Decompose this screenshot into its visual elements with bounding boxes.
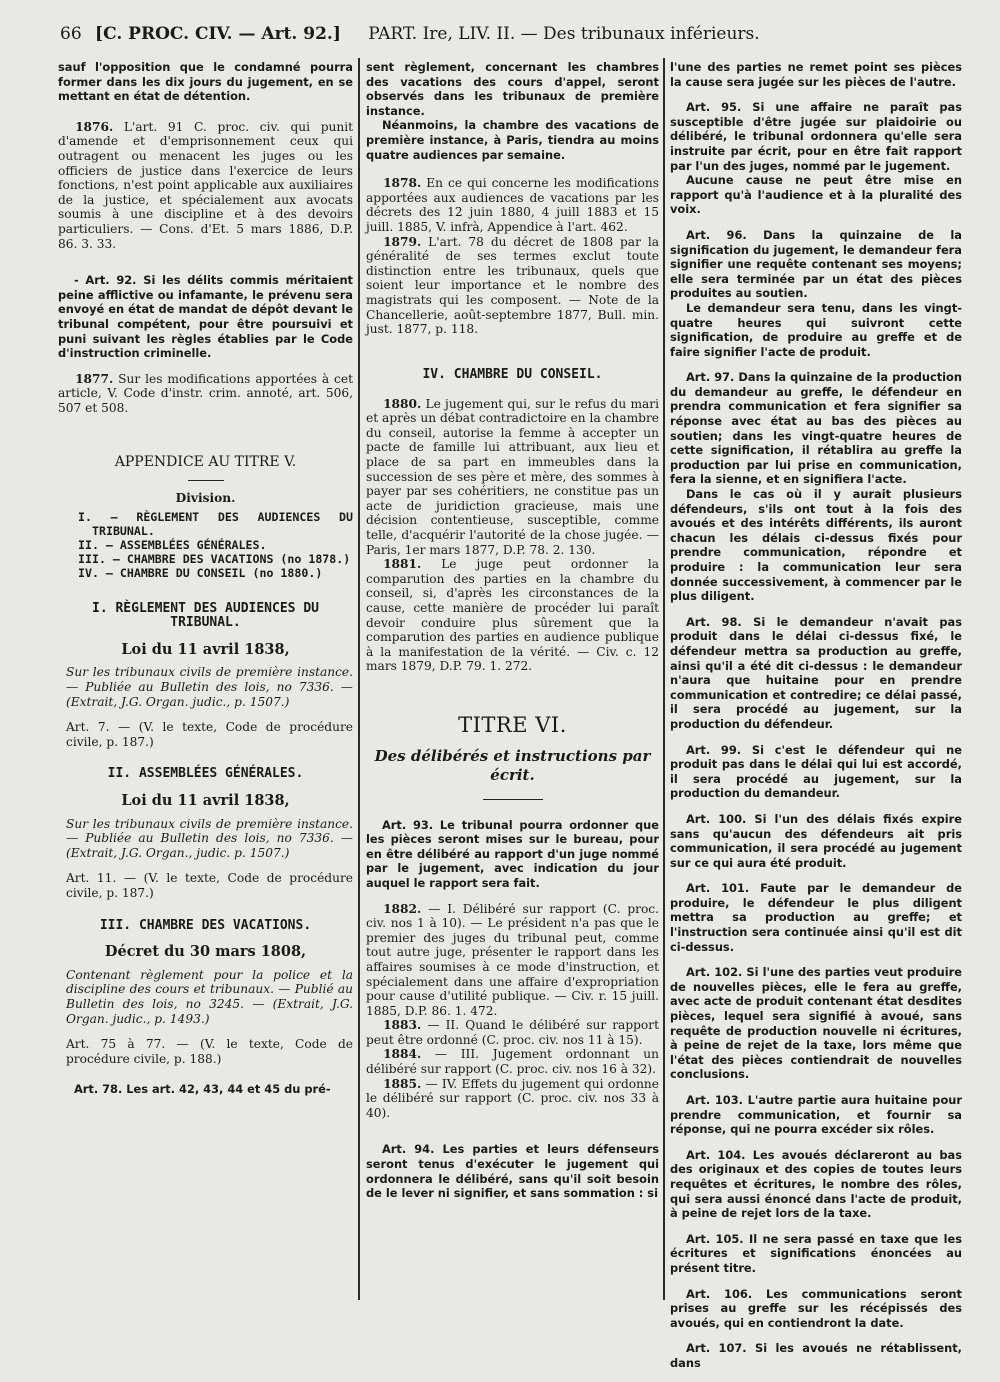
division-item: II. — ASSEMBLÉES GÉNÉRALES. [78,537,267,552]
article-78-start: Art. 78. Les art. 42, 43, 44 et 45 du pré- [73,1082,331,1097]
part-title: PART. Ire, LIV. II. — Des tribunaux inférieurs. [368,24,760,44]
note-1880: 1880. Le jugement qui, sur le refus du mari et après un débat contradictoire en la chambre du conseil, autorise la femme à accepter un pacte de famille lui attribuant, aux lieu et place de sa part en immeubles dans la succession de ses père et mère, des sommes à payer par ses cohéritiers, ne constitue pas un acte de juridiction gracieuse, mais une décision contentieuse, susceptible, comme telle, d'acquérir l'autorité de la chose jugée. — Paris, 1er mars 1877, D.P. 78. 2. 130. [366,396,659,557]
article-105: Art. 105. Il ne sera passé en taxe que les écritures et significations énoncées au présent titre. [670,1231,962,1275]
column-rule-right [663,58,665,1300]
article-93: Art. 93. Le tribunal pourra ordonner que les pièces seront mises sur le bureau, pour en être délibéré au rapport d'un juge nommé par le jugement, avec indication du jour auquel le rapport sera fait. [366,817,659,890]
note-1878: 1878. En ce qui concerne les modifications apportées aux audiences de vacations par les décrets des 12 juin 1880, 4 juill 1883 et 15 juill. 1885, V. infrà, Appendice à l'art. 462. [366,176,659,234]
article-91-end: sauf l'opposition que le condamné pourra former dans les dix jours du jugement, en se mettant en état de détention. [58,60,353,104]
column-middle [366,60,659,1212]
division-item: I. — RÈGLEMENT DES AUDIENCES DU TRIBUNAL. [78,509,353,538]
article-94-end: l'une des parties ne remet point ses pièces la cause sera jugée sur les pièces de l'autre. [670,60,962,89]
article-97-paragraph-2: Dans le cas où il y aurait plusieurs défendeurs, s'ils ont tout à la fois des avoués et des intérêts différents, ils auront chacun les délais ci-dessus fixés pour prendre communication, répondre et produire : la communication leur sera donnée successivement, à commencer par le plus diligent. [670,487,962,604]
note-1882: 1882. — I. Délibéré sur rapport (C. proc. civ. nos 1 à 10). — Le président n'a pas que le premier des juges du tribunal peut, comme tout autre juge, présenter le rapport dans les affaires soumises à ce mode d'instruction, et spécialement dans une affaire d'expropriation pour cause d'utilité publique. — Civ. r. 15 juill. 1885, D.P. 86. 1. 472. [366,901,659,1018]
section-title-1: I. RÈGLEMENT DES AUDIENCES DU TRIBUNAL. [92,600,319,631]
article-106: Art. 106. Les communications seront prises au greffe sur les récépissés des avoués, qui en contiendront la date. [670,1286,962,1330]
law-reference-1: Sur les tribunaux civils de première instance. — Publiée au Bulletin des lois, no 7336. — (Extrait, J.G. Organ. judic., p. 1507.) [66,665,353,709]
article-78-end: sent règlement, concernant les chambres des vacations des cours d'appel, seront observés dans les tribunaux de première instance. [366,60,659,118]
section-title-3: III. CHAMBRE DES VACATIONS. [99,917,312,933]
law-reference-2: Sur les tribunaux civils de première instance. — Publiée au Bulletin des lois, no 7336. — (Extrait, J.G. Organ., judic. p. 1507.) [66,816,353,860]
article-97: Art. 97. Dans la quinzaine de la production du demandeur au greffe, le défendeur en prendra communication et fera signifier sa réponse avec état au bas des pièces au soutien; dans les vingt-quatre heures de cette signification, il rétablira au greffe la production par lui prise en communication, fera la sienne, et en signifiera l'acte. [670,370,962,487]
article-92: - Art. 92. Si les délits commis méritaient peine afflictive ou infamante, le prévenu sera envoyé en état de mandat de dépôt devant le tribunal compétent, pour être poursuivi et puni suivant les règles établies par le Code d'instruction criminelle. [58,273,353,361]
article-102: Art. 102. Si l'une des parties veut produire de nouvelles pièces, elle le fera au greffe, avec acte de produit contenant état desdites pièces, lequel sera signifié à avoué, sans requête de production nouvelle ni écritures, à peine de rejet de la taxe, lors même que l'état des pièces contiendrait de nouvelles conclusions. [670,965,962,1082]
titre-subtitle: Des délibérés et instructions par écrit. [374,746,651,784]
note-1883: 1883. — II. Quand le délibéré sur rapport peut être ordonné (C. proc. civ. nos 11 à 15). [366,1018,659,1047]
note-1881: 1881. Le juge peut ordonner la comparution des parties en la chambre du conseil, si, d'après les circonstances de la cause, cette manière de procéder lui paraît devoir conduire plus sûrement que la comparution des parties en audience publique à la manifestation de la vérité. — Civ. c. 12 mars 1879, D.P. 79. 1. 272. [366,557,659,674]
article-104: Art. 104. Les avoués déclareront au bas des originaux et des copies de toutes leurs requêtes et écritures, le nombre des rôles, qui sera aussi énoncé dans l'acte de produit, à peine de rejet lors de la taxe. [670,1147,962,1221]
article-78-paragraph-2: Néanmoins, la chambre des vacations de première instance, à Paris, tiendra au moins quatre audiences par semaine. [366,118,659,162]
note-1879: 1879. L'art. 78 du décret de 1808 par la généralité de ses termes exclut toute distinction entre les tribunaux, quels que soient leur importance et le nombre des magistrats qui les composent. — Note de la Chancellerie, août-septembre 1877, Bull. min. just. 1877, p. 118. [366,234,659,337]
division-list [58,510,353,580]
article-98: Art. 98. Si le demandeur n'avait pas produit dans le délai ci-dessus fixé, le défendeur mettra sa production au greffe, ainsi qu'il a été dit ci-dessus : le demandeur n'aura que huitaine pour en prendre communication et contredire; ce délai passé, il sera procédé au jugement, sur la production du défendeur. [670,614,962,731]
division-item: III. — CHAMBRE DES VACATIONS (no 1878.) [78,551,351,566]
division-item: IV. — CHAMBRE DU CONSEIL (no 1880.) [78,565,323,580]
titre-heading: TITRE VI. [458,712,567,737]
law-article-1: Art. 7. — (V. le texte, Code de procédure civile, p. 187.) [66,720,353,749]
article-107-start: Art. 107. Si les avoués ne rétablissent, dans [670,1341,962,1370]
divider [188,480,224,481]
article-96: Art. 96. Dans la quinzaine de la signification du jugement, le demandeur fera signifier une requête contenant ses moyens; elle sera terminée par un état des pièces produites au soutien. [670,227,962,301]
decree-title: Décret du 30 mars 1808, [104,943,307,961]
note-1876: 1876. L'art. 91 C. proc. civ. qui punit d'amende et d'emprisonnement ceux qui outragent ou menacent les juges ou les officiers de justice dans l'exercice de leurs fonctions, n'est point applicable aux auxiliaires de la justice, et spécialement aux avocats soumis à une discipline et à des devoirs particuliers. — Cons. d'Et. 5 mars 1886, D.P. 86. 3. 33. [58,119,353,251]
column-right [670,60,962,1382]
article-99: Art. 99. Si c'est le défendeur qui ne produit pas dans le délai qui lui est accordé, il sera procédé au jugement, sur la production du demandeur. [670,742,962,801]
divider [483,799,543,800]
article-95: Art. 95. Si une affaire ne paraît pas susceptible d'être jugée sur plaidoirie ou délibéré, le tribunal ordonnera qu'elle sera instruite par écrit, pour en être fait rapport par l'un des juges, nommé par le jugement. [670,100,962,173]
section-title-2: II. ASSEMBLÉES GÉNÉRALES. [107,766,304,782]
law-title-1: Loi du 11 avril 1838, [121,640,290,658]
note-1884: 1884. — III. Jugement ordonnant un délibéré sur rapport (C. proc. civ. nos 16 à 32). [366,1047,659,1077]
article-94: Art. 94. Les parties et leurs défenseurs seront tenus d'exécuter le jugement qui ordonnera le délibéré, sans qu'il soit besoin de le lever ni signifier, et sans sommation : si [366,1142,659,1201]
appendix-title: APPENDICE AU TITRE V. [114,454,297,471]
decree-reference: Contenant règlement pour la police et la discipline des cours et tribunaux. — Publié au Bulletin des lois, no 3245. — (Extrait, J.G. Organ. judic., p. 1493.) [66,967,353,1026]
note-1877: 1877. Sur les modifications apportées à cet article, V. Code d'instr. crim. annoté, art. 506, 507 et 508. [58,371,353,415]
law-title-2: Loi du 11 avril 1838, [121,792,290,809]
note-1885: 1885. — IV. Effets du jugement qui ordonne le délibéré sur rapport (C. proc. civ. nos 33 à 40). [366,1076,659,1120]
article-95-paragraph-2: Aucune cause ne peut être mise en rapport qu'à l'audience et à la pluralité des voix. [670,173,962,217]
page-number: 66 [60,24,82,44]
article-101: Art. 101. Faute par le demandeur de produire, le défendeur le plus diligent mettra sa production au greffe; et l'instruction sera continuée ainsi qu'il est dit ci-dessus. [670,881,962,954]
article-100: Art. 100. Si l'un des délais fixés expire sans qu'aucun des défendeurs ait pris communication, il sera procédé au jugement sur ce qui aura été produit. [670,811,962,870]
column-left [58,60,353,1108]
section-title-4: IV. CHAMBRE DU CONSEIL. [422,366,603,382]
page-header [60,24,960,44]
article-96-paragraph-2: Le demandeur sera tenu, dans les vingt-quatre heures qui suivront cette signification, de produire au greffe et de faire signifier l'acte de produit. [670,300,962,359]
division-title: Division. [175,491,236,506]
article-103: Art. 103. L'autre partie aura huitaine pour prendre communication, et fournir sa réponse, qui ne pourra excéder six rôles. [670,1093,962,1137]
code-reference: [C. PROC. CIV. — Art. 92.] [95,24,341,44]
column-rule-left [358,58,360,1300]
law-article-2: Art. 11. — (V. le texte, Code de procédure civile, p. 187.) [66,871,353,900]
decree-article: Art. 75 à 77. — (V. le texte, Code de procédure civile, p. 188.) [66,1037,353,1066]
